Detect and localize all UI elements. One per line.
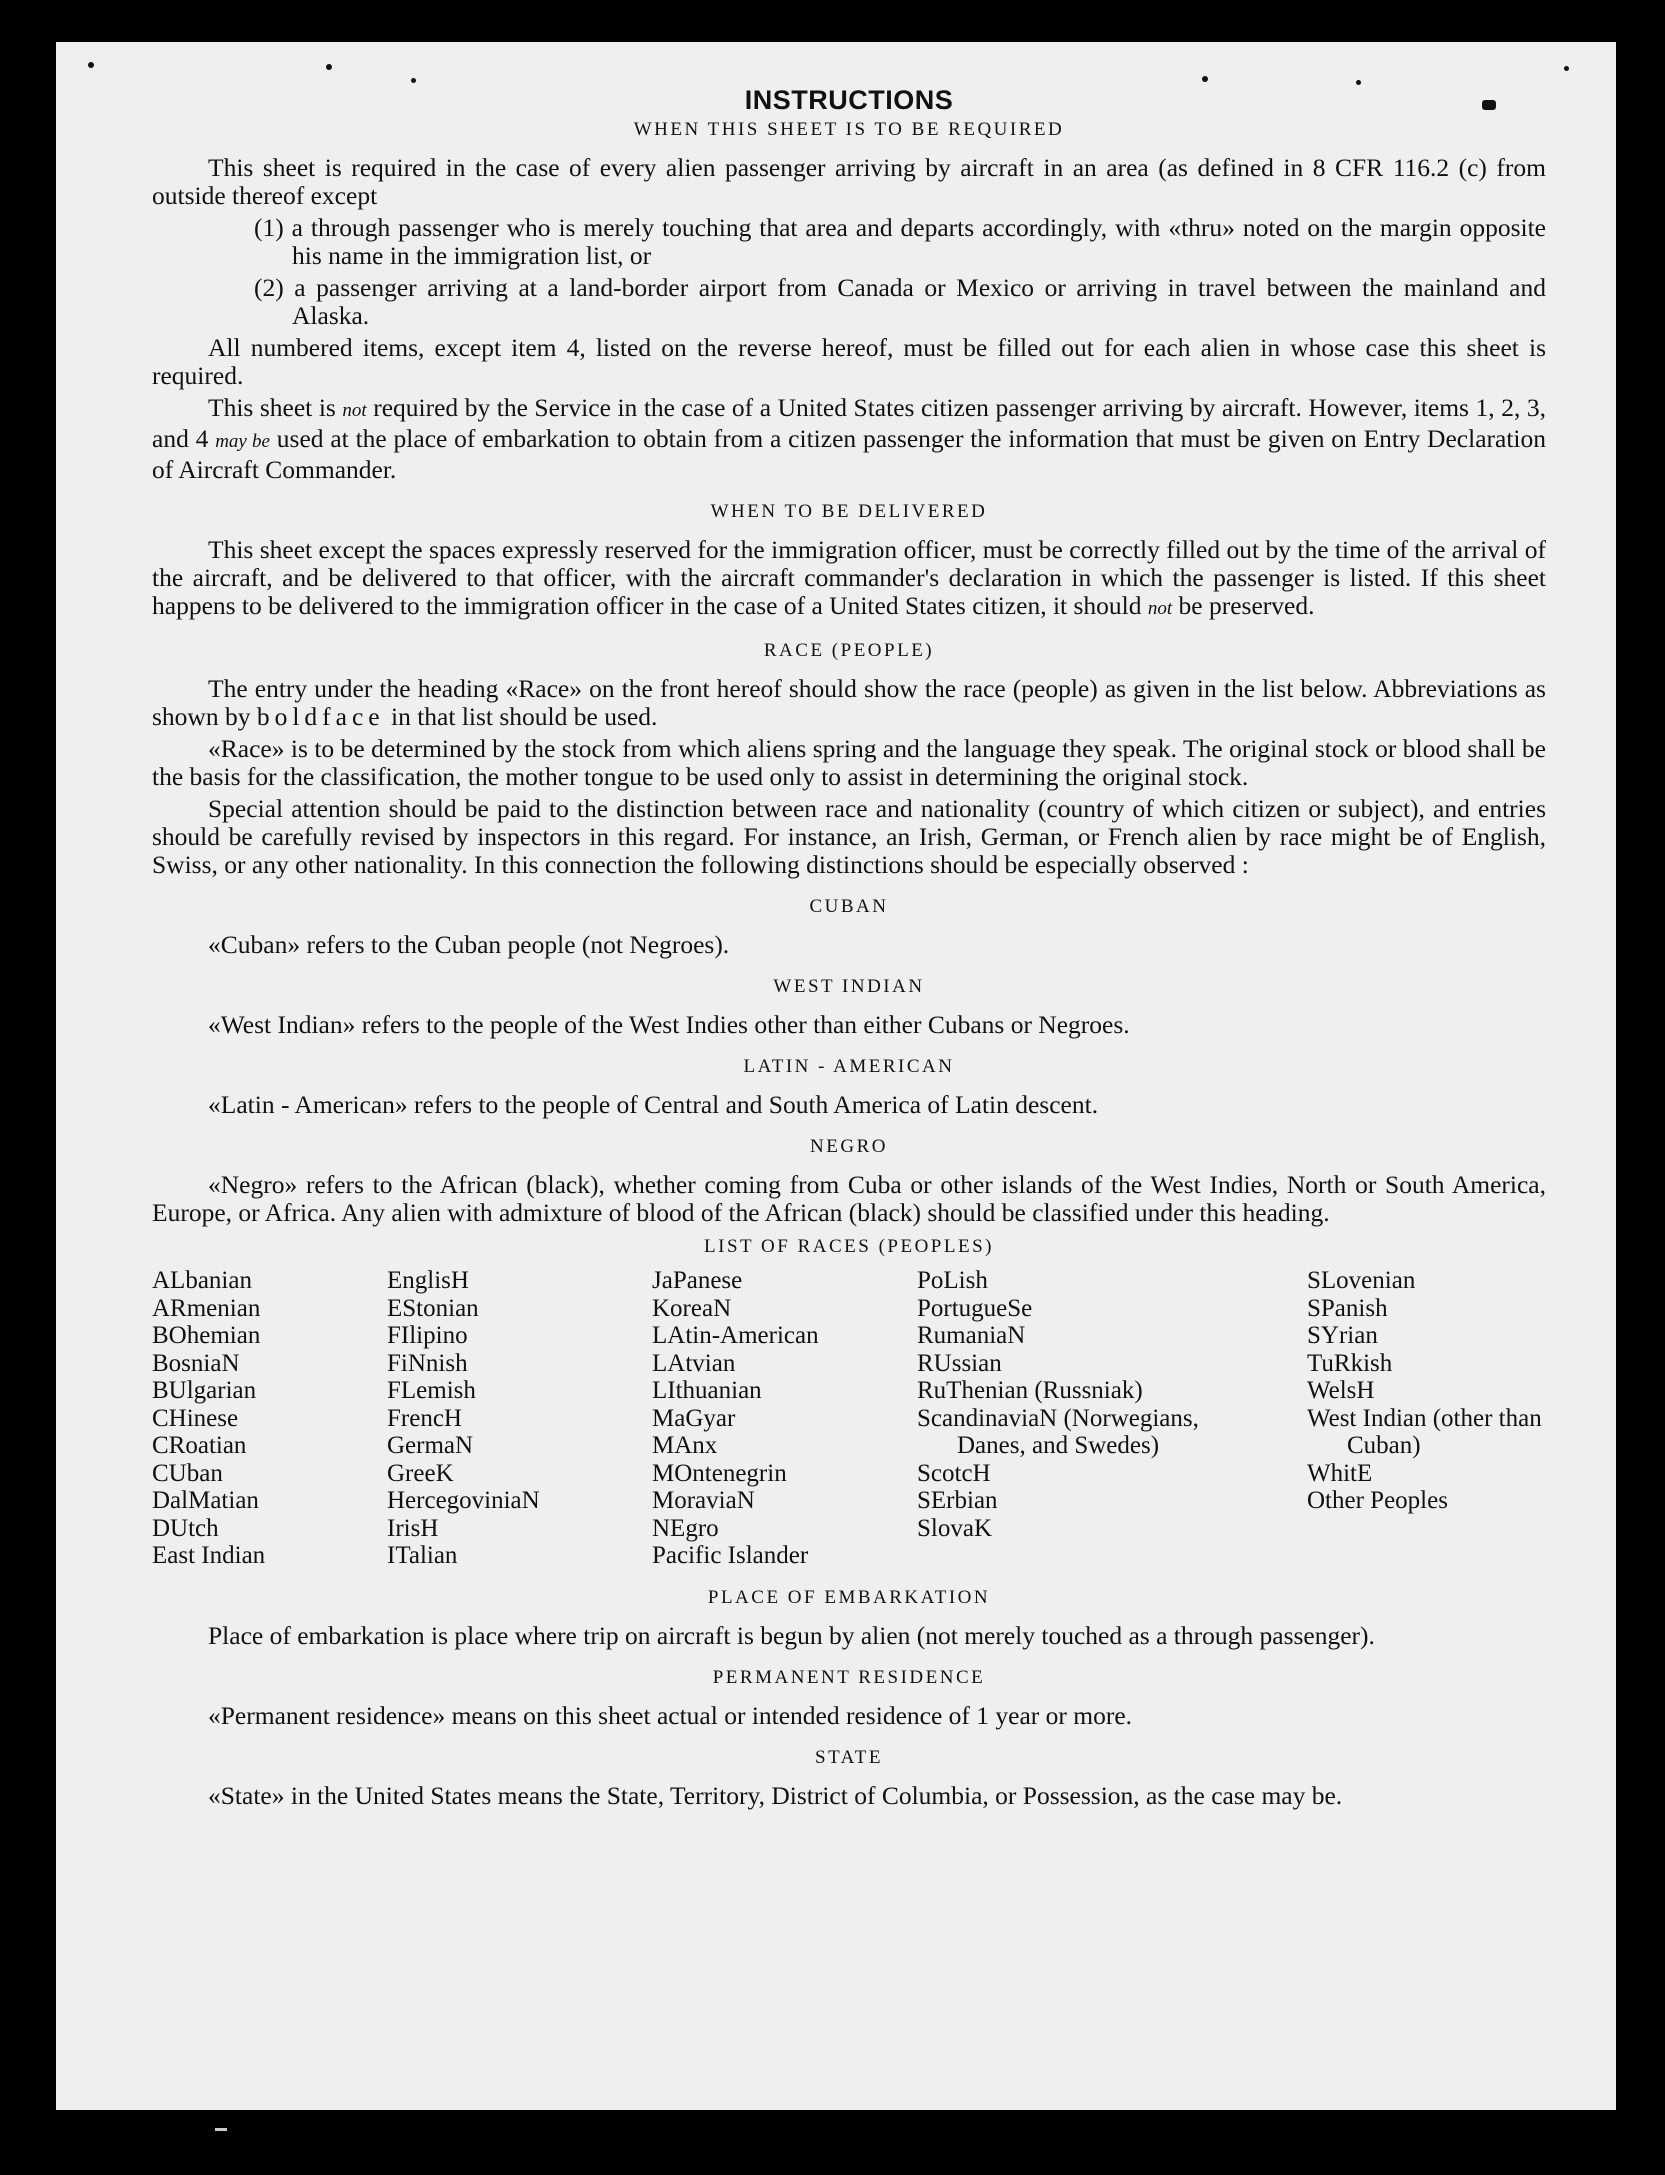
italic-text: not — [342, 400, 367, 421]
list-item: FrencH — [387, 1404, 462, 1432]
list-item: Pacific Islander — [652, 1542, 809, 1569]
text-run: This sheet is — [208, 393, 343, 422]
list-item: (1) a through passenger who is merely touching that area and departs accordingly, with «thru» noted on the margin opposite his name in the immigration list, or — [254, 213, 1546, 270]
paragraph: «Cuban» refers to the Cuban people (not Negroes). — [208, 930, 730, 959]
list-item: LIthuanian — [652, 1377, 762, 1404]
list-item: PortugueSe — [917, 1294, 1033, 1322]
list-item: FIlipino — [387, 1322, 468, 1349]
races-column — [387, 1267, 652, 1570]
list-item: GermaN — [387, 1432, 474, 1459]
scan-speck — [1564, 66, 1569, 71]
paragraph: «Negro» refers to the African (black), whether coming from Cuba or other islands of the West Indies, North or South America, Europe, or Africa. Any alien with admixture of blood of the African (black) should be classified under this heading. — [152, 1170, 1546, 1227]
list-item: BOhemian — [152, 1322, 261, 1349]
list-item: Other Peoples — [1307, 1487, 1448, 1514]
scan-speck — [326, 64, 332, 70]
list-item: KoreaN — [652, 1294, 732, 1322]
list-item: HercegoviniaN — [387, 1487, 540, 1514]
list-item: SErbian — [917, 1487, 998, 1514]
list-item: NEgro — [652, 1514, 719, 1542]
page-title: INSTRUCTIONS — [744, 85, 954, 115]
list-item: West Indian (other than Cuban) — [1307, 1404, 1542, 1459]
list-item: ARmenian — [152, 1294, 261, 1322]
instructions-content — [152, 82, 1546, 1814]
list-item: LAtin-American — [652, 1322, 819, 1349]
list-item: ITalian — [387, 1542, 458, 1569]
paragraph: Special attention should be paid to the distinction between race and nationality (country of which citizen or subject), and entries should be carefully revised by inspectors in this regard. For instance, an Irish, German, or French alien by race might be of English, Swiss, or any other nationality. In this connection the following distinctions should be especially observed : — [152, 794, 1546, 879]
list-item: FiNnish — [387, 1349, 468, 1377]
list-item: MOntenegrin — [652, 1459, 787, 1487]
paragraph: All numbered items, except item 4, listed on the reverse hereof, must be filled out for each alien in whose case this sheet is required. — [152, 333, 1546, 390]
text-run: be preserved. — [1172, 591, 1315, 620]
list-item: ScandinaviaN (Norwegians, Danes, and Swedes) — [917, 1404, 1199, 1459]
list-item: MoraviaN — [652, 1487, 755, 1514]
list-item: TuRkish — [1307, 1349, 1393, 1377]
section-heading-list-of-races: LIST OF RACES (PEOPLES) — [704, 1236, 994, 1257]
scan-mark — [215, 2128, 227, 2131]
list-item: MaGyar — [652, 1404, 736, 1432]
list-item: CHinese — [152, 1404, 239, 1432]
list-item: SYrian — [1307, 1322, 1378, 1349]
races-column — [917, 1267, 1307, 1570]
list-item: WelsH — [1307, 1377, 1375, 1404]
text-run: in that list should be used. — [384, 702, 658, 731]
list-item: SlovaK — [917, 1514, 992, 1542]
text-run: required by the Service in the case of a United States citizen passenger arriving by aircraft. However, items 1, 2, 3, and 4 — [152, 393, 1546, 453]
spaced-text: boldface — [256, 702, 385, 731]
races-column — [1307, 1267, 1547, 1570]
italic-text: not — [1147, 598, 1173, 619]
list-item: FLemish — [387, 1377, 476, 1404]
section-heading-west-indian: WEST INDIAN — [773, 976, 925, 997]
races-column — [652, 1267, 917, 1570]
section-heading-latin-american: LATIN - AMERICAN — [743, 1056, 955, 1077]
list-item: JaPanese — [652, 1267, 743, 1294]
list-item: RumaniaN — [917, 1322, 1026, 1349]
list-item: RuThenian (Russniak) — [917, 1377, 1143, 1404]
section-heading-cuban: CUBAN — [809, 896, 889, 917]
list-item: CUban — [152, 1459, 223, 1487]
races-column — [152, 1267, 387, 1570]
paragraph: «West Indian» refers to the people of the West Indies other than either Cubans or Negroes. — [208, 1010, 1130, 1039]
list-item: EnglisH — [387, 1267, 469, 1294]
section-heading-race: RACE (PEOPLE) — [763, 640, 935, 661]
list-item: BUlgarian — [152, 1377, 257, 1404]
section-heading-state: STATE — [815, 1746, 883, 1768]
scan-speck — [88, 62, 94, 68]
paragraph: Place of embarkation is place where trip on aircraft is begun by alien (not merely touched as a through passenger). — [208, 1620, 1375, 1650]
list-item: SPanish — [1307, 1294, 1388, 1322]
paragraph: «Latin - American» refers to the people of Central and South America of Latin descent. — [208, 1090, 1099, 1119]
list-item: CRoatian — [152, 1432, 247, 1459]
list-item: LAtvian — [652, 1349, 736, 1377]
document-page — [56, 42, 1616, 2110]
list-item: DUtch — [152, 1514, 219, 1542]
list-item: WhitE — [1307, 1459, 1373, 1487]
text-run: The entry under the heading «Race» on the front hereof should show the race (people) as given in the list below. Abbreviations as shown by — [152, 674, 1546, 731]
section-heading-negro: NEGRO — [810, 1136, 888, 1157]
section-heading-required: WHEN THIS SHEET IS TO BE REQUIRED — [633, 119, 1065, 140]
section-heading-residence: PERMANENT RESIDENCE — [712, 1666, 986, 1688]
list-item: East Indian — [152, 1542, 266, 1569]
list-item: MAnx — [652, 1432, 718, 1459]
list-item: EStonian — [387, 1294, 479, 1322]
list-item: ScotcH — [917, 1459, 991, 1487]
list-item: ALbanian — [152, 1267, 252, 1294]
paragraph: «Race» is to be determined by the stock from which aliens spring and the language they speak. The original stock or blood shall be the basis for the classification, the mother tongue to be used only to assist in determining the original stock. — [152, 734, 1546, 791]
paragraph — [152, 536, 1546, 623]
section-heading-embarkation: PLACE OF EMBARKATION — [707, 1586, 991, 1608]
list-item: (2) a passenger arriving at a land-border airport from Canada or Mexico or arriving in travel between the mainland and Alaska. — [254, 273, 1546, 330]
paragraph: «State» in the United States means the State, Territory, District of Columbia, or Possession, as the case may be. — [208, 1780, 1343, 1810]
races-list — [152, 1267, 1546, 1570]
list-item: DalMatian — [152, 1487, 259, 1514]
italic-text: may be — [215, 431, 270, 452]
paragraph: «Permanent residence» means on this sheet actual or intended residence of 1 year or more. — [208, 1700, 1133, 1730]
text-run: used at the place of embarkation to obtain from a citizen passenger the information that must be given on Entry Declaration of Aircraft Commander. — [152, 424, 1546, 484]
list-item: IrisH — [387, 1514, 439, 1542]
list-item: PoLish — [917, 1267, 988, 1294]
paragraph — [152, 675, 1546, 731]
paragraph — [152, 394, 1546, 484]
text-run: This sheet except the spaces expressly reserved for the immigration officer, must be correctly filled out by the time of the arrival of the aircraft, and be delivered to that officer, with the aircraft commander's declaration in which the passenger is listed. If this sheet happens to be delivered to the immigration officer in the case of a United States citizen, it should — [152, 535, 1546, 620]
list-item: GreeK — [387, 1459, 454, 1487]
section-heading-delivered: WHEN TO BE DELIVERED — [710, 501, 988, 522]
list-item: BosniaN — [152, 1349, 240, 1377]
list-item: SLovenian — [1307, 1267, 1416, 1294]
list-item: RUssian — [917, 1349, 1002, 1377]
paragraph: This sheet is required in the case of every alien passenger arriving by aircraft in an area (as defined in 8 CFR 116.2 (c) from outside thereof except — [152, 153, 1546, 210]
